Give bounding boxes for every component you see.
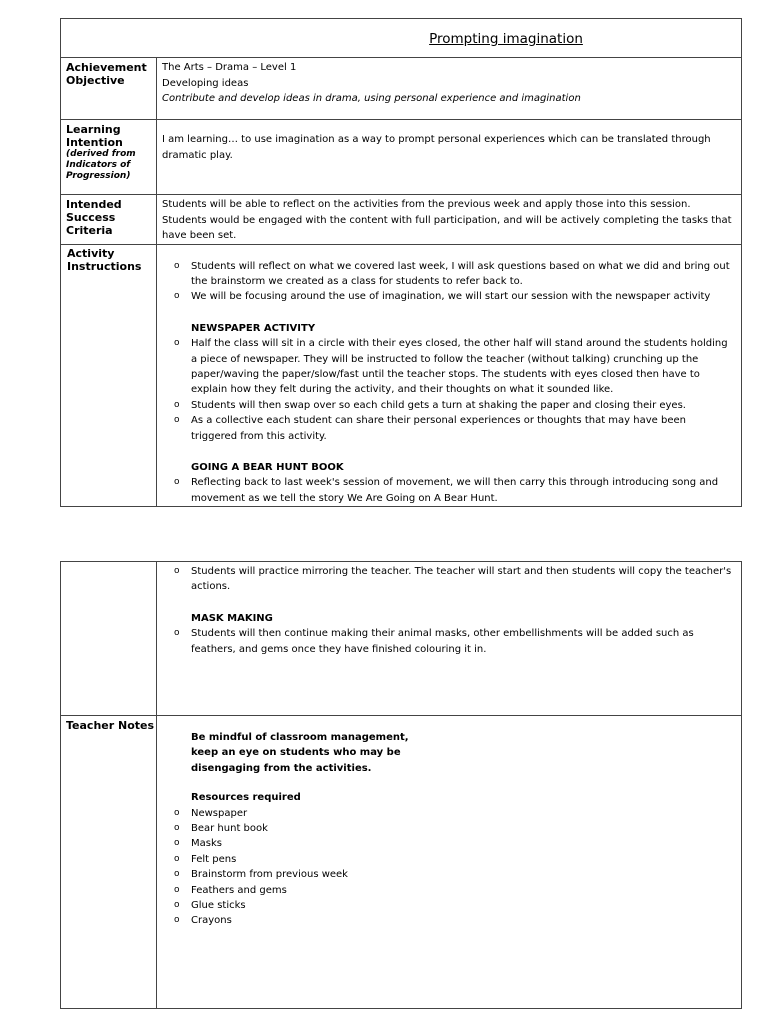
mask-heading: MASK MAKING [191,612,273,624]
bear-list [157,475,741,506]
bear-list-continued [157,564,741,595]
activity-content [157,244,742,507]
activity-label: Activity Instructions [61,244,157,507]
continuation-label-cell [61,562,157,716]
resource-item: o Bear hunt book [157,821,741,836]
notes-content [157,716,742,1009]
list-item: o Students will practice mirroring the teacher. The teacher will start and then students will copy the teacher's actions. [157,564,741,595]
resources-heading: Resources required [191,792,301,804]
mask-list [157,626,741,657]
achievement-line: The Arts – Drama – Level 1 [162,62,297,73]
resource-item: o Newspaper [157,806,741,821]
list-item: o Students will then swap over so each child gets a turn at shaking the paper and closing their eyes. [157,398,741,413]
achievement-line: Contribute and develop ideas in drama, using personal experience and imagination [162,93,581,104]
mindful-note: Be mindful of classroom management, keep an eye on students who may be disengaging from the activities. [191,732,409,774]
newspaper-list [157,336,741,444]
learning-content: I am learning… to use imagination as a way to prompt personal experiences which can be translated through dramatic play. [157,120,742,195]
resources-list [157,806,741,929]
bear-heading: GOING A BEAR HUNT BOOK [191,461,344,473]
resource-item: o Felt pens [157,852,741,867]
list-item: o Half the class will sit in a circle with their eyes closed, the other half will stand around the students holding a piece of newspaper. They will be instructed to follow the teacher (without talking) crunching up the paper/waving the paper/slow/fast until the teacher stops. The students with eyes closed then have to explain how they felt during the activity, and their thoughts on what it sounded like. [157,336,741,398]
resource-item: o Masks [157,836,741,851]
list-item: o Students will reflect on what we covered last week, I will ask questions based on what we did and bring out the brainstorm we created as a class for students to refer back to. [157,259,741,290]
learning-label: Learning Intention [66,123,123,149]
intro-list [157,259,741,305]
list-item: o We will be focusing around the use of imagination, we will start our session with the newspaper activity [157,289,741,304]
title-cell [61,19,742,58]
notes-label: Teacher Notes [61,716,157,1009]
success-content: Students will be able to reflect on the activities from the previous week and apply those into this session. Students would be engaged with the content with full participation, and will be actively completing the tasks that have been set. [157,195,742,245]
list-item: o As a collective each student can share their personal experiences or thoughts that may have been triggered from this activity. [157,413,741,444]
list-item: o Reflecting back to last week's session of movement, we will then carry this through introducing song and movement as we tell the story We Are Going on A Bear Hunt. [157,475,741,506]
learning-label-cell [61,120,157,195]
activity-continued [157,562,742,716]
resource-item: o Crayons [157,913,741,928]
learning-sublabel: (derived from Indicators of Progression) [66,149,136,181]
achievement-content [157,58,742,120]
resource-item: o Feathers and gems [157,883,741,898]
newspaper-heading: NEWSPAPER ACTIVITY [191,322,316,334]
list-item: o Students will then continue making their animal masks, other embellishments will be added such as feathers, and gems once they have finished colouring it in. [157,626,741,657]
success-label: Intended Success Criteria [61,195,157,245]
plan-table-page-1 [60,18,742,507]
achievement-line: Developing ideas [162,77,249,89]
page-title: Prompting imagination [429,31,583,47]
plan-table-page-2 [60,561,742,1009]
resource-item: o Brainstorm from previous week [157,867,741,882]
resource-item: o Glue sticks [157,898,741,913]
achievement-label: Achievement Objective [61,58,157,120]
